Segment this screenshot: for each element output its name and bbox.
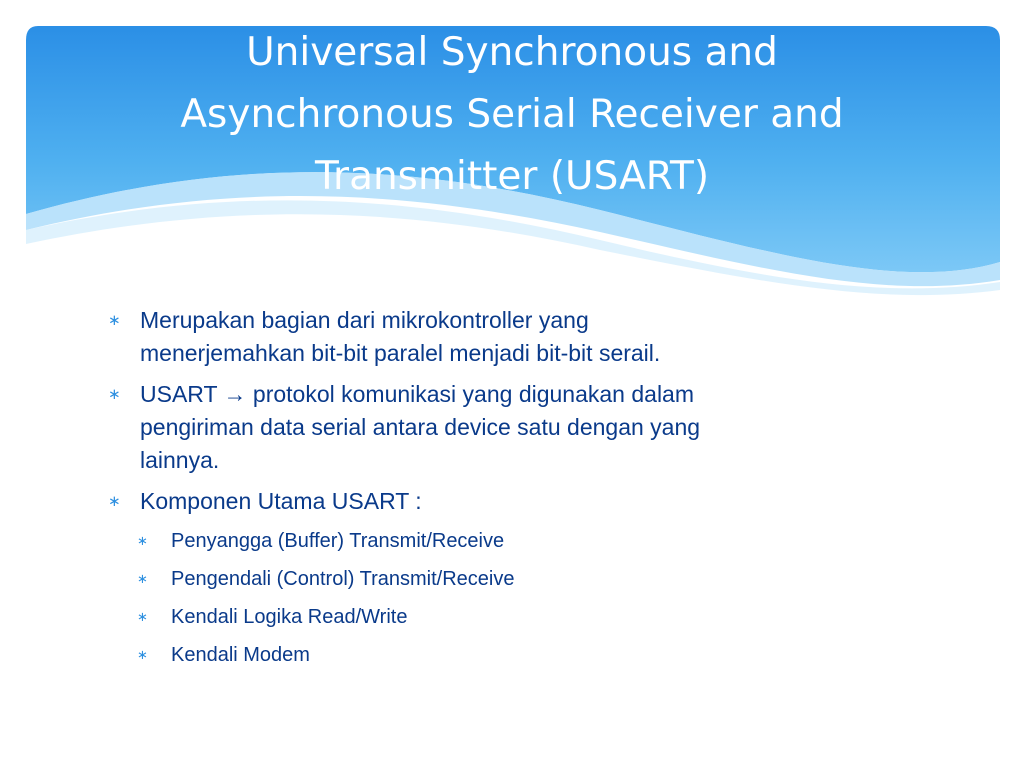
bullet-item	[108, 378, 898, 477]
sub-bullet-text: Penyangga (Buffer) Transmit/Receive	[171, 530, 505, 552]
bullet-asterisk-icon: ∗	[108, 386, 121, 403]
bullet-asterisk-icon: ∗	[108, 493, 121, 510]
bullet-asterisk-icon: ∗	[137, 571, 148, 586]
slide-title	[100, 22, 924, 208]
bullet-item	[108, 304, 898, 370]
sub-bullet-item	[137, 560, 898, 598]
bullet-text: lainnya.	[140, 447, 220, 473]
sub-bullet-list	[137, 522, 898, 674]
bullet-asterisk-icon: ∗	[137, 647, 148, 662]
bullet-text: menerjemahkan bit-bit paralel menjadi bit-bit serail.	[140, 340, 661, 366]
bullet-asterisk-icon: ∗	[108, 312, 121, 329]
sub-bullet-text: Kendali Logika Read/Write	[171, 606, 408, 628]
bullet-text: Komponen Utama USART :	[140, 488, 422, 514]
bullet-list	[108, 304, 898, 682]
bullet-item	[108, 485, 898, 674]
title-line: Universal Synchronous and	[246, 30, 778, 75]
bullet-text: USART → protokol komunikasi yang digunakan dalam	[140, 381, 694, 407]
bullet-text: pengiriman data serial antara device satu dengan yang	[140, 414, 701, 440]
bullet-text: Merupakan bagian dari mikrokontroller yang	[140, 307, 589, 333]
sub-bullet-item	[137, 522, 898, 560]
bullet-asterisk-icon: ∗	[137, 533, 148, 548]
title-line: Transmitter (USART)	[314, 154, 710, 199]
bullet-asterisk-icon: ∗	[137, 609, 148, 624]
title-line: Asynchronous Serial Receiver and	[180, 92, 844, 137]
sub-bullet-text: Kendali Modem	[171, 644, 310, 666]
sub-bullet-item	[137, 598, 898, 636]
sub-bullet-item	[137, 636, 898, 674]
sub-bullet-text: Pengendali (Control) Transmit/Receive	[171, 568, 515, 590]
